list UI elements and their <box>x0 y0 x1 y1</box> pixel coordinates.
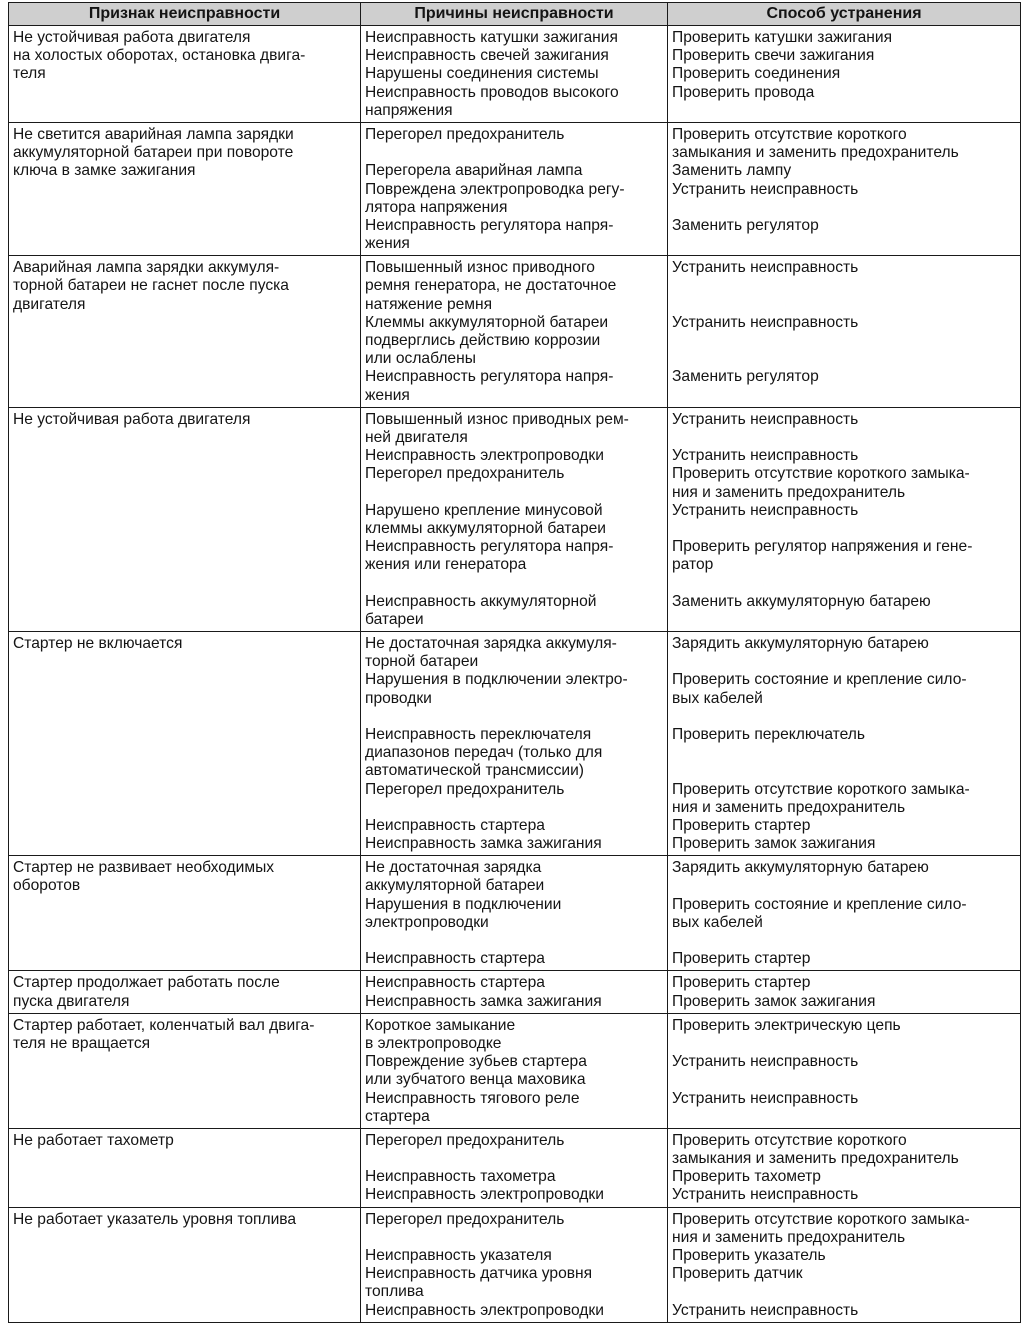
cause-line: Неисправность замка зажигания <box>365 835 602 853</box>
causes-cell <box>361 1128 668 1207</box>
blank-line <box>672 1283 1016 1301</box>
cause-line: жения <box>365 235 410 253</box>
remedy-line: Проверить замок зажигания <box>672 992 876 1010</box>
cause-line: Нарушения в подключении электро- <box>365 671 628 689</box>
cause-line: Неисправность регулятора напря- <box>365 538 614 556</box>
cause-line: электропроводки <box>365 913 489 931</box>
remedies-cell <box>668 1207 1021 1322</box>
causes-cell <box>361 971 668 1013</box>
cause-line: Неисправность тягового реле <box>365 1089 580 1107</box>
symptom-line: Стартер не включается <box>13 635 183 652</box>
symptom-line: на холостых оборотах, остановка двига- <box>13 47 306 65</box>
remedy-line: замыкания и заменить предохранитель <box>672 144 959 162</box>
troubleshooting-table <box>8 2 1021 1323</box>
blank-line <box>672 199 1016 217</box>
cause-line: Неисправность стартера <box>365 950 545 968</box>
remedy-line: Устранить неисправность <box>672 313 859 331</box>
column-header-remedies: Способ устранения <box>668 3 1021 26</box>
remedy-line: Проверить состояние и крепление сило- <box>672 895 967 913</box>
cause-line: Неисправность стартера <box>365 974 545 992</box>
blank-line <box>672 350 1016 368</box>
blank-line <box>672 932 1016 950</box>
cause-line: топлива <box>365 1283 424 1301</box>
table-header-row <box>9 3 1021 26</box>
symptom-cell <box>9 122 361 255</box>
cause-line: Неисправность катушки зажигания <box>365 29 618 46</box>
remedy-line: Проверить датчик <box>672 1265 803 1283</box>
remedy-line: Проверить стартер <box>672 974 811 992</box>
remedy-line: Проверить состояние и крепление сило- <box>672 671 967 689</box>
cause-line: или зубчатого венца маховика <box>365 1071 586 1089</box>
table-row <box>9 1013 1021 1128</box>
table-row <box>9 632 1021 856</box>
remedies-cell <box>668 256 1021 408</box>
cause-line: Перегорел предохранитель <box>365 1131 565 1149</box>
symptom-cell <box>9 632 361 856</box>
blank-line <box>672 1071 1016 1089</box>
cause-line: стартера <box>365 1107 430 1125</box>
cause-line: Неисправность аккумуляторной <box>365 592 597 610</box>
cause-line: лятора напряжения <box>365 198 508 216</box>
cause-line: ремня генератора, не достаточное <box>365 277 617 295</box>
causes-cell <box>361 1207 668 1322</box>
cause-line: Повышенный износ приводного <box>365 259 595 277</box>
symptom-cell <box>9 1207 361 1322</box>
remedy-line: Проверить замок зажигания <box>672 835 876 853</box>
remedy-line: Устранить неисправность <box>672 1186 859 1204</box>
symptom-line: Стартер не развивает необходимых <box>13 859 275 877</box>
blank-line <box>672 277 1016 295</box>
symptom-line: теля <box>13 65 46 83</box>
blank-line <box>365 708 663 726</box>
remedy-line: ния и заменить предохранитель <box>672 483 906 501</box>
cause-line: Короткое замыкание <box>365 1016 516 1034</box>
remedy-line: Зарядить аккумуляторную батарею <box>672 635 929 652</box>
table-row <box>9 971 1021 1013</box>
remedy-line: Зарядить аккумуляторную батарею <box>672 859 929 877</box>
remedy-line: Проверить отсутствие короткого замыка- <box>672 780 970 798</box>
cause-line: жения или генератора <box>365 556 527 574</box>
causes-cell <box>361 256 668 408</box>
remedy-line: Устранить неисправность <box>672 259 859 277</box>
causes-cell <box>361 856 668 971</box>
symptom-line: двигателя <box>13 295 86 313</box>
causes-cell <box>361 122 668 255</box>
causes-cell <box>361 632 668 856</box>
remedy-line: Проверить катушки зажигания <box>672 29 893 46</box>
column-header-symptom: Признак неисправности <box>9 3 361 26</box>
causes-cell <box>361 407 668 631</box>
cause-line: Неисправность указателя <box>365 1247 552 1264</box>
blank-line <box>672 708 1016 726</box>
cause-line: Нарушены соединения системы <box>365 65 599 83</box>
remedy-line: Проверить стартер <box>672 816 811 834</box>
symptom-cell <box>9 856 361 971</box>
cause-line: Неисправность электропроводки <box>365 1186 604 1204</box>
column-header-causes: Причины неисправности <box>361 3 668 26</box>
cause-line: Клеммы аккумуляторной батареи <box>365 313 609 331</box>
table-row <box>9 122 1021 255</box>
table-row <box>9 26 1021 123</box>
cause-line: Не достаточная зарядка аккумуля- <box>365 635 617 652</box>
remedy-line: Заменить аккумуляторную батарею <box>672 592 931 610</box>
blank-line <box>365 574 663 592</box>
cause-line: Перегорел предохранитель <box>365 465 565 483</box>
cause-line: батареи <box>365 610 424 628</box>
cause-line: напряжения <box>365 101 453 119</box>
cause-line: Неисправность электропроводки <box>365 447 604 465</box>
cause-line: или ослаблены <box>365 350 476 368</box>
remedies-cell <box>668 26 1021 123</box>
cause-line: жения <box>365 386 410 404</box>
cause-line: Нарушения в подключении <box>365 895 562 913</box>
remedy-line: вых кабелей <box>672 689 763 707</box>
table-row <box>9 1128 1021 1207</box>
remedy-line: ния и заменить предохранитель <box>672 798 906 816</box>
remedies-cell <box>668 407 1021 631</box>
cause-line: Перегорел предохранитель <box>365 125 565 143</box>
cause-line: Неисправность проводов высокого <box>365 83 619 101</box>
table-row <box>9 1207 1021 1322</box>
symptom-line: теля не вращается <box>13 1034 151 1052</box>
table-row <box>9 256 1021 408</box>
remedy-line: Проверить стартер <box>672 950 811 968</box>
blank-line <box>672 1035 1016 1053</box>
cause-line: проводки <box>365 689 432 707</box>
cause-line: натяжение ремня <box>365 295 493 313</box>
symptom-cell <box>9 971 361 1013</box>
cause-line: Перегорела аварийная лампа <box>365 162 583 180</box>
remedy-line: Проверить отсутствие короткого <box>672 1131 907 1149</box>
remedy-line: Проверить свечи зажигания <box>672 47 875 65</box>
cause-line: Повреждена электропроводка регу- <box>365 180 625 198</box>
remedy-line: Проверить провода <box>672 83 815 101</box>
blank-line <box>672 332 1016 350</box>
blank-line <box>365 1229 663 1247</box>
symptom-line: аккумуляторной батареи при повороте <box>13 144 294 162</box>
blank-line <box>672 653 1016 671</box>
symptom-line: торной батареи не гаснет после пуска <box>13 277 289 295</box>
symptom-line: Не устойчивая работа двигателя <box>13 410 251 428</box>
remedy-line: Устранить неисправность <box>672 501 859 519</box>
remedies-cell <box>668 1128 1021 1207</box>
symptom-line: оборотов <box>13 877 81 895</box>
cause-line: Неисправность регулятора напря- <box>365 216 614 234</box>
blank-line <box>672 762 1016 780</box>
blank-line <box>672 877 1016 895</box>
remedies-cell <box>668 1013 1021 1128</box>
symptom-cell <box>9 407 361 631</box>
remedy-line: ратор <box>672 556 714 574</box>
symptom-line: Не работает указатель уровня топлива <box>13 1210 297 1228</box>
remedy-line: Устранить неисправность <box>672 180 859 198</box>
table-body <box>9 26 1021 1323</box>
blank-line <box>672 574 1016 592</box>
remedy-line: Проверить отсутствие короткого <box>672 125 907 143</box>
remedy-line: Проверить электрическую цепь <box>672 1016 901 1034</box>
remedies-cell <box>668 122 1021 255</box>
symptom-line: Аварийная лампа зарядки аккумуля- <box>13 259 280 277</box>
symptom-line: Не светится аварийная лампа зарядки <box>13 125 294 143</box>
cause-line: Повреждение зубьев стартера <box>365 1053 587 1071</box>
blank-line <box>672 429 1016 447</box>
remedy-line: Проверить тахометр <box>672 1168 821 1186</box>
blank-line <box>365 799 663 817</box>
blank-line <box>365 144 663 162</box>
blank-line <box>672 387 1016 405</box>
cause-line: Неисправность электропроводки <box>365 1301 604 1319</box>
cause-line: Неисправность регулятора напря- <box>365 368 614 386</box>
remedy-line: Устранить неисправность <box>672 1089 859 1107</box>
blank-line <box>672 520 1016 538</box>
cause-line: клеммы аккумуляторной батареи <box>365 519 606 537</box>
cause-line: Неисправность переключателя <box>365 725 592 743</box>
remedy-line: Устранить неисправность <box>672 447 859 465</box>
remedy-line: Проверить переключатель <box>672 725 866 743</box>
remedy-line: вых кабелей <box>672 913 763 931</box>
cause-line: Перегорел предохранитель <box>365 1210 565 1228</box>
cause-line: автоматической трансмиссии) <box>365 762 584 780</box>
cause-line: торной батареи <box>365 653 479 671</box>
blank-line <box>672 1108 1016 1126</box>
symptom-line: ключа в замке зажигания <box>13 162 196 180</box>
symptom-line: пуска двигателя <box>13 992 130 1010</box>
cause-line: ней двигателя <box>365 428 468 446</box>
blank-line <box>365 484 663 502</box>
remedy-line: Проверить отсутствие короткого замыка- <box>672 465 970 483</box>
blank-line <box>672 611 1016 629</box>
cause-line: Повышенный износ приводных рем- <box>365 410 629 428</box>
remedy-line: Проверить соединения <box>672 65 841 83</box>
blank-line <box>365 932 663 950</box>
cause-line: Перегорел предохранитель <box>365 780 565 798</box>
blank-line <box>672 235 1016 253</box>
cause-line: диапазонов передач (только для <box>365 744 603 762</box>
blank-line <box>672 744 1016 762</box>
symptom-cell <box>9 256 361 408</box>
symptom-cell <box>9 1013 361 1128</box>
causes-cell <box>361 26 668 123</box>
symptom-line: Стартер работает, коленчатый вал двига- <box>13 1016 315 1034</box>
blank-line <box>365 1150 663 1168</box>
symptom-line: Не работает тахометр <box>13 1131 174 1149</box>
cause-line: в электропроводке <box>365 1034 502 1052</box>
remedy-line: Проверить регулятор напряжения и гене- <box>672 538 973 556</box>
cause-line: Нарушено крепление минусовой <box>365 501 603 519</box>
remedies-cell <box>668 632 1021 856</box>
remedies-cell <box>668 856 1021 971</box>
remedy-line: замыкания и заменить предохранитель <box>672 1150 959 1168</box>
remedy-line: Устранить неисправность <box>672 410 859 428</box>
symptom-line: Не устойчивая работа двигателя <box>13 29 251 46</box>
blank-line <box>672 296 1016 314</box>
remedies-cell <box>668 971 1021 1013</box>
remedy-line: Заменить регулятор <box>672 216 819 234</box>
remedy-line: Проверить отсутствие короткого замыка- <box>672 1210 970 1228</box>
remedy-line: Устранить неисправность <box>672 1053 859 1071</box>
remedy-line: Устранить неисправность <box>672 1301 859 1319</box>
cause-line: Неисправность стартера <box>365 816 545 834</box>
cause-line: Неисправность свечей зажигания <box>365 47 609 65</box>
table-row <box>9 407 1021 631</box>
cause-line: подверглись действию коррозии <box>365 332 601 349</box>
symptom-line: Стартер продолжает работать после <box>13 974 280 992</box>
symptom-cell <box>9 26 361 123</box>
cause-line: Не достаточная зарядка <box>365 859 542 877</box>
cause-line: Неисправность тахометра <box>365 1168 556 1186</box>
blank-line <box>672 102 1016 120</box>
symptom-cell <box>9 1128 361 1207</box>
remedy-line: ния и заменить предохранитель <box>672 1228 906 1246</box>
causes-cell <box>361 1013 668 1128</box>
remedy-line: Заменить регулятор <box>672 368 819 386</box>
remedy-line: Заменить лампу <box>672 162 792 180</box>
cause-line: Неисправность замка зажигания <box>365 992 602 1010</box>
remedy-line: Проверить указатель <box>672 1247 826 1264</box>
table-row <box>9 856 1021 971</box>
cause-line: Неисправность датчика уровня <box>365 1265 593 1283</box>
cause-line: аккумуляторной батареи <box>365 877 545 895</box>
